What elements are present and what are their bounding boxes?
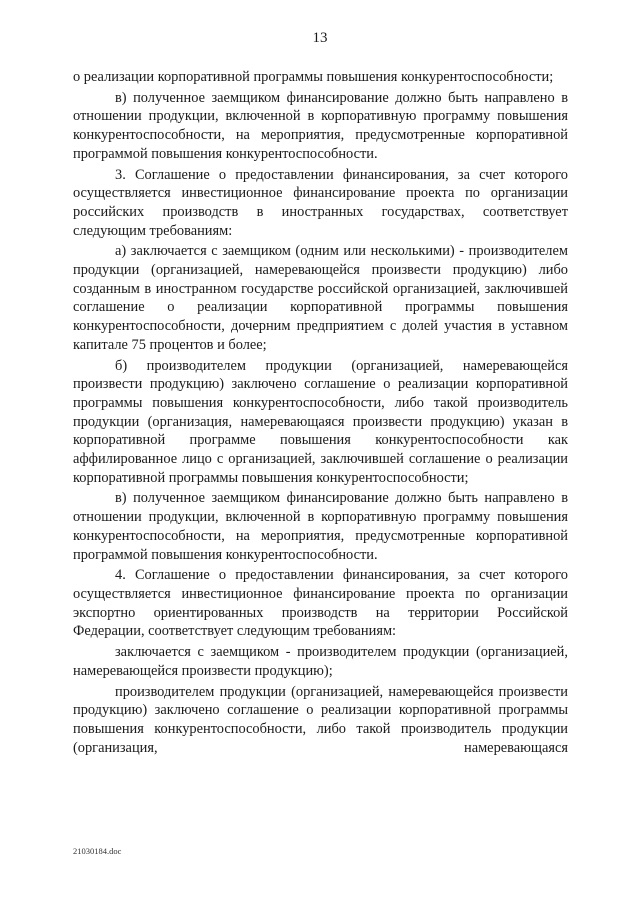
paragraph-requirement-1: заключается с заемщиком - производителем продукции (организацией, намеревающейся произвести продукцию);	[73, 644, 568, 679]
page-number: 13	[312, 30, 328, 46]
paragraph-item-v: в) полученное заемщиком финансирование должно быть направлено в отношении продукции, включенной в корпоративную программу повышения конкурентоспособности, на мероприятия, предусмотренные корпоративной программой повышения конкурентоспособности.	[73, 89, 568, 162]
paragraph-requirement-2: производителем продукции (организацией, намеревающейся произвести продукцию) заключено соглашение о реализации корпоративной программы повышения конкурентоспособности, либо такой производитель продукции (организация, намеревающаяся	[73, 683, 568, 756]
paragraph-item-v-2: в) полученное заемщиком финансирование должно быть направлено в отношении продукции, включенной в корпоративную программу повышения конкурентоспособности, на мероприятия, предусмотренные корпоративной программой повышения конкурентоспособности.	[73, 490, 568, 563]
paragraph-clause-4: 4. Соглашение о предоставлении финансирования, за счет которого осуществляется инвестиционное финансирование проекта по организации экспортно ориентированных производств на территории Российской Федерации, соответствует следующим требованиям:	[73, 567, 568, 640]
paragraph-clause-3: 3. Соглашение о предоставлении финансирования, за счет которого осуществляется инвестиционное финансирование проекта по организации российских производств в иностранных государствах, соответствует следующим требованиям:	[73, 166, 568, 239]
document-body	[73, 68, 568, 757]
footer-file-reference: 21030184.doc	[73, 846, 122, 856]
paragraph-item-a: а) заключается с заемщиком (одним или несколькими) - производителем продукции (организацией, намеревающейся произвести продукцию) либо созданным в иностранном государстве российской организацией, заключившей соглашение о реализации корпоративной программы повышения конкурентоспособности, дочерним предприятием с долей участия в уставном капитале 75 процентов и более;	[73, 243, 568, 353]
paragraph-continuation: о реализации корпоративной программы повышения конкурентоспособности;	[73, 69, 554, 85]
paragraph-item-b: б) производителем продукции (организацией, намеревающейся произвести продукцию) заключено соглашение о реализации корпоративной программы повышения конкурентоспособности, либо такой производитель продукции (организация, намеревающаяся произвести продукцию) указан в корпоративной программе повышения конкурентоспособности как аффилированное лицо с организацией, заключившей соглашение о реализации корпоративной программы повышения конкурентоспособности;	[73, 357, 568, 486]
